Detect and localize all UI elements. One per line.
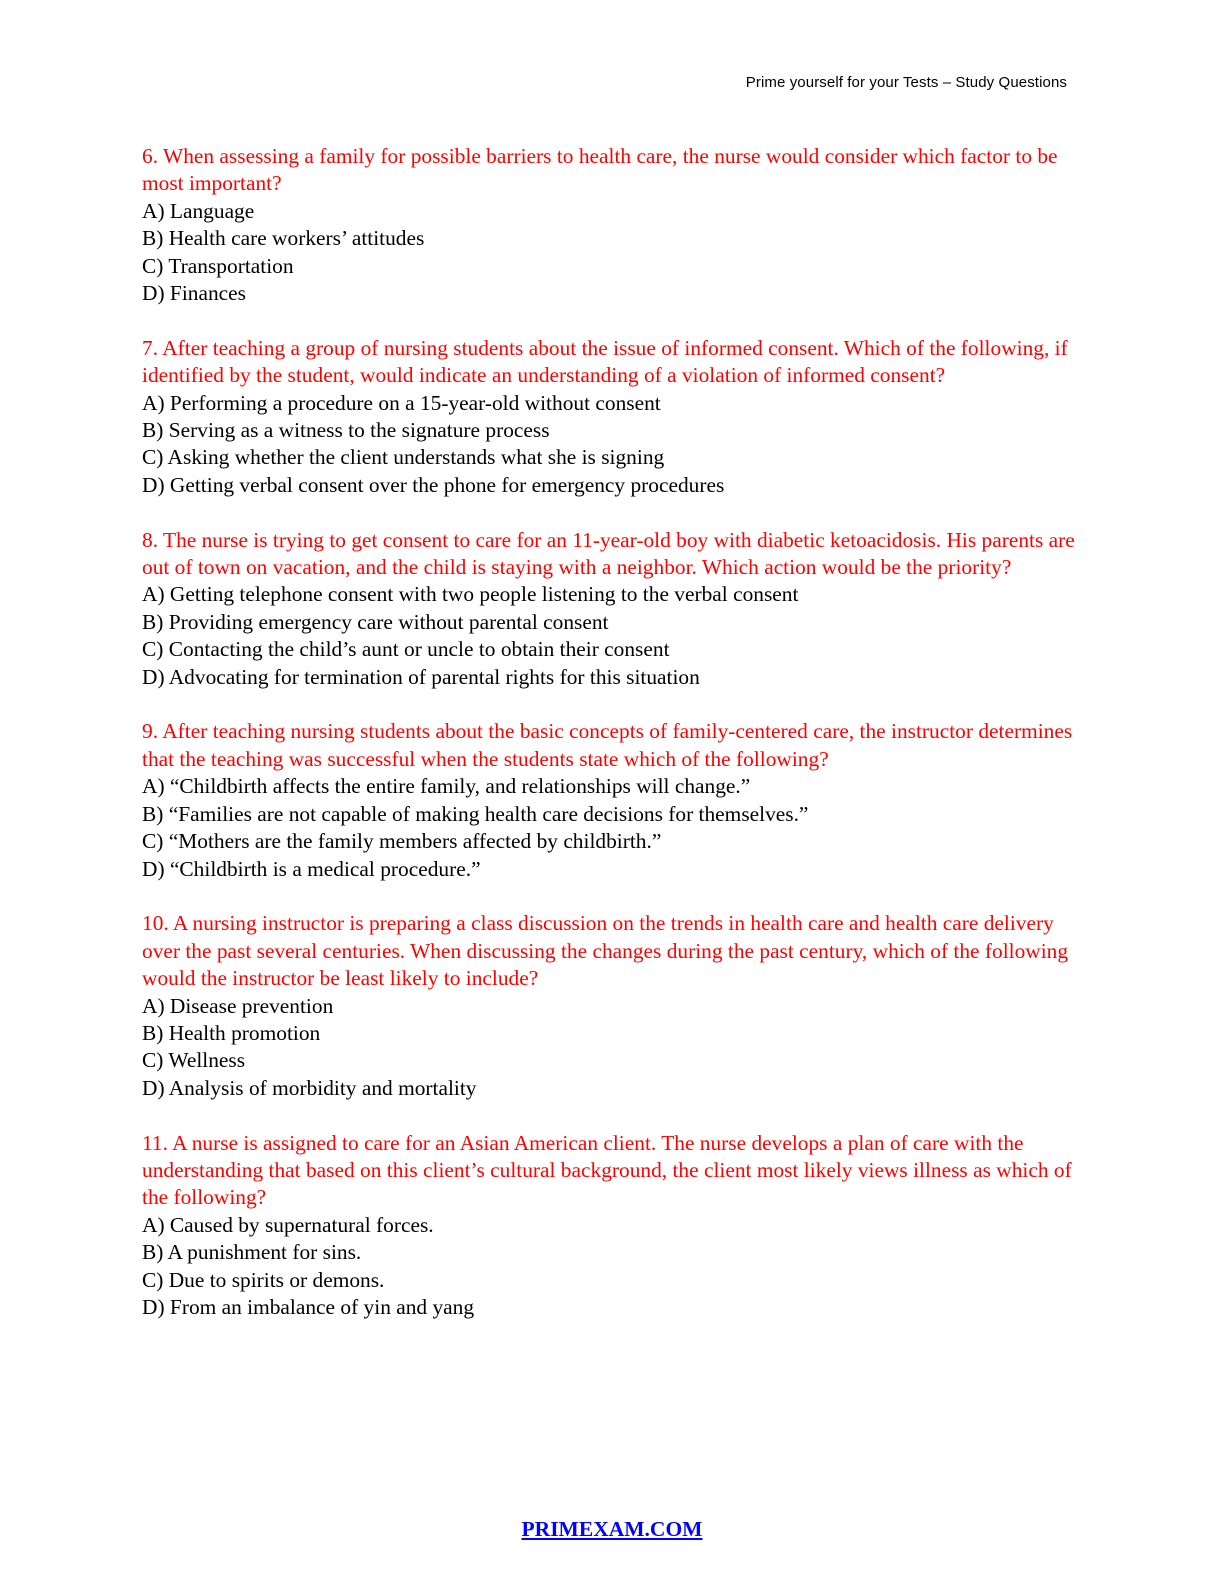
question-10 [142, 910, 1077, 1102]
option-c: C) Due to spirits or demons. [142, 1267, 385, 1292]
option-b: B) A punishment for sins. [142, 1240, 362, 1265]
option-b: B) Health promotion [142, 1020, 321, 1045]
option-a: A) Getting telephone consent with two people listening to the verbal consent [142, 582, 799, 607]
question-text: 6. When assessing a family for possible barriers to health care, the nurse would consider which factor to be most important? [142, 144, 1058, 196]
question-list [142, 143, 1077, 1349]
option-b: B) “Families are not capable of making health care decisions for themselves.” [142, 801, 809, 826]
question-9 [142, 718, 1077, 882]
question-text: 8. The nurse is trying to get consent to care for an 11-year-old boy with diabetic ketoacidosis. His parents are out of town on vacation, and the child is staying with a neighbor. Which action would be the priority? [142, 527, 1075, 580]
question-8 [142, 527, 1077, 691]
option-c: C) Contacting the child’s aunt or uncle to obtain their consent [142, 637, 670, 662]
question-text: 9. After teaching nursing students about the basic concepts of family-centered care, the instructor determines that the teaching was successful when the students state which of the following? [142, 719, 1073, 771]
question-text: 11. A nurse is assigned to care for an Asian American client. The nurse develops a plan of care with the understanding that based on this client’s cultural background, the client most likely views illness as which of the following? [142, 1130, 1072, 1210]
question-text: 10. A nursing instructor is preparing a class discussion on the trends in health care and health care delivery over the past several centuries. When discussing the changes during the past century, which of the following would the instructor be least likely to include? [142, 911, 1069, 991]
question-text: 7. After teaching a group of nursing students about the issue of informed consent. Which of the following, if identified by the student, would indicate an understanding of a violation of informed consent? [142, 335, 1068, 388]
option-d: D) Finances [142, 281, 246, 306]
option-c: C) Asking whether the client understands what she is signing [142, 445, 665, 470]
option-a: A) Performing a procedure on a 15-year-old without consent [142, 390, 661, 415]
option-b: B) Health care workers’ attitudes [142, 226, 425, 251]
running-header: Prime yourself for your Tests – Study Questions [745, 74, 1067, 91]
question-6 [142, 143, 1077, 307]
option-a: A) Disease prevention [142, 993, 334, 1018]
question-11 [142, 1130, 1077, 1322]
option-a: A) Language [142, 198, 255, 223]
option-d: D) Getting verbal consent over the phone for emergency procedures [142, 472, 725, 497]
option-d: D) “Childbirth is a medical procedure.” [142, 856, 481, 881]
option-a: A) Caused by supernatural forces. [142, 1212, 434, 1237]
option-c: C) “Mothers are the family members affected by childbirth.” [142, 829, 662, 854]
option-c: C) Wellness [142, 1048, 246, 1073]
footer [0, 1517, 1224, 1542]
site-link[interactable]: PRIMEXAM.COM [521, 1517, 703, 1541]
option-d: D) Analysis of morbidity and mortality [142, 1075, 477, 1100]
option-b: B) Providing emergency care without parental consent [142, 609, 609, 634]
option-c: C) Transportation [142, 253, 294, 278]
question-7 [142, 335, 1077, 499]
option-a: A) “Childbirth affects the entire family, and relationships will change.” [142, 774, 751, 799]
option-b: B) Serving as a witness to the signature process [142, 418, 550, 443]
option-d: D) From an imbalance of yin and yang [142, 1294, 475, 1319]
option-d: D) Advocating for termination of parental rights for this situation [142, 664, 700, 689]
